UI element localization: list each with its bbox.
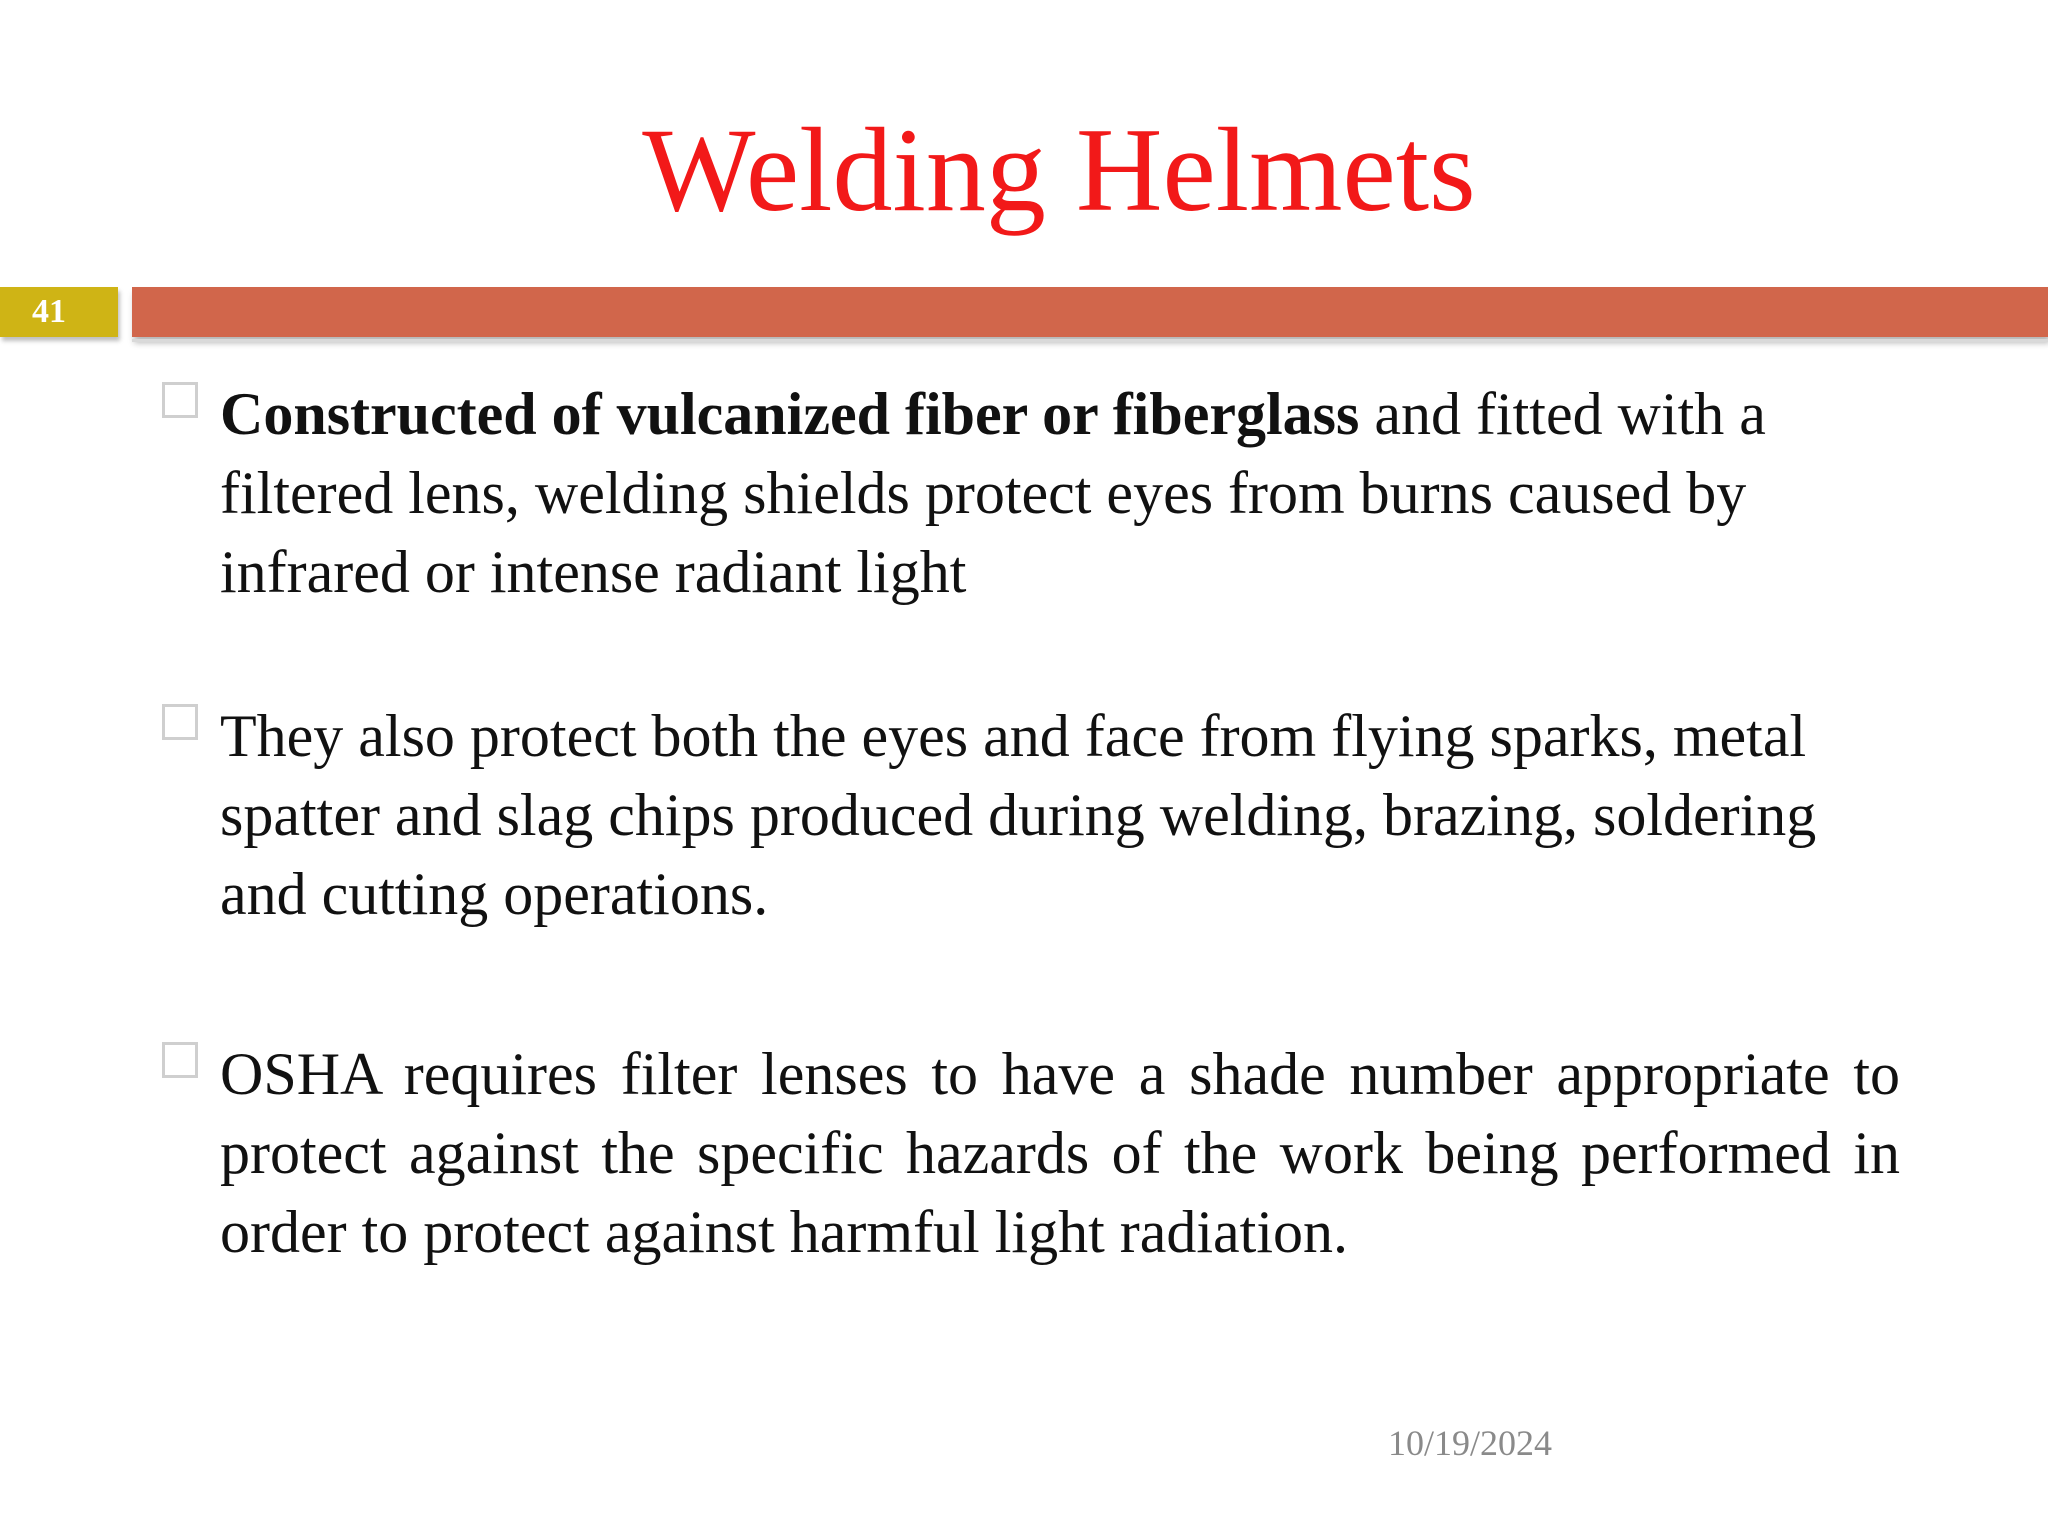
slide-title: Welding Helmets — [642, 103, 1476, 236]
bullet-text — [220, 697, 1900, 934]
bullet-body-text: and fitted with a filtered lens, welding shields protect eyes from burns caused by infrared or intense radiant light — [220, 381, 1766, 605]
slide-date: 10/19/2024 — [1388, 1423, 1553, 1463]
bullet-body-text: They also protect both the eyes and face from flying sparks, metal spatter and slag chips produced during welding, brazing, soldering and cutting operations. — [220, 703, 1817, 927]
bullet-body-text: OSHA requires filter lenses to have a shade number appropriate to protect against the specific hazards of the work being performed in order to protect against harmful light radiation. — [220, 1041, 1900, 1265]
square-checkbox-icon — [162, 1042, 198, 1078]
bullet-bold-text: Constructed of vulcanized fiber or fiberglass — [220, 381, 1360, 447]
square-checkbox-icon — [162, 382, 198, 418]
bullet-text — [220, 375, 1900, 612]
bullet-text — [220, 1035, 1900, 1272]
header-bar — [132, 287, 2048, 337]
slide-number-badge: 41 — [0, 287, 118, 337]
square-checkbox-icon — [162, 704, 198, 740]
